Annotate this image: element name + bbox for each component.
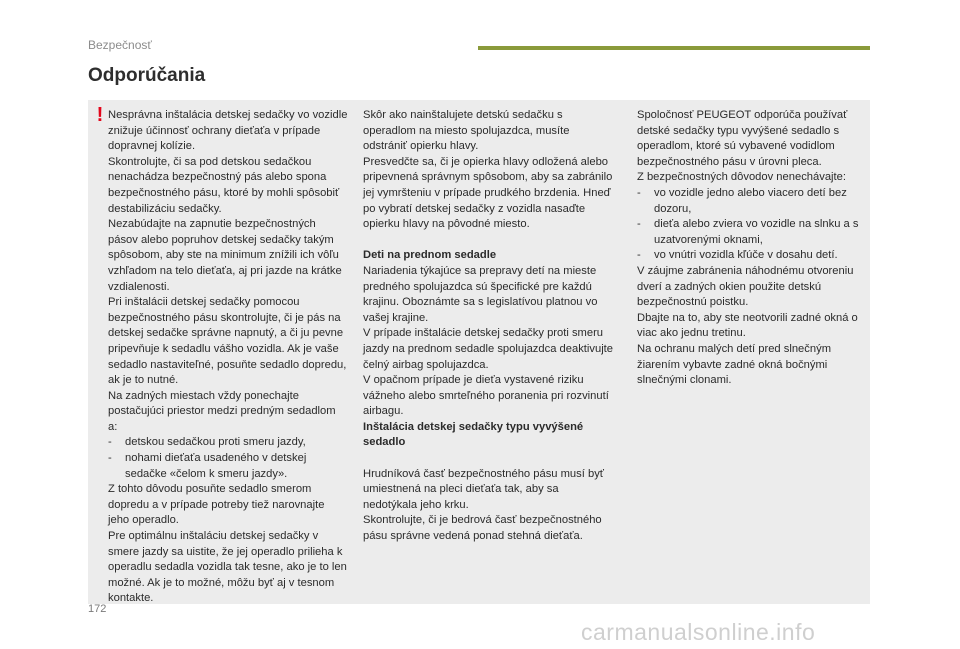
column-1 — [108, 108, 348, 607]
paragraph: Z tohto dôvodu posuňte sedadlo smerom dopredu a v prípade potreby tiež narovnajte jeho operadlo. — [108, 483, 325, 527]
paragraph: Spoločnosť PEUGEOT odporúča používať detské sedačky typu vyvýšené sedadlo s operadlom, ktoré sú vybavené vodidlom bezpečnostného pásu v úrovni pleca. — [637, 109, 848, 168]
paragraph: Skontrolujte, či sa pod detskou sedačkou nenachádza bezpečnostný pás alebo spona bezpečnostného pásu, ktoré by mohli spôsobiť destabilizáciu sedačky. — [108, 155, 340, 215]
subheading-front-seat: Deti na prednom sedadle — [363, 249, 497, 262]
bullet-list — [108, 435, 348, 482]
subheading-booster-seat: Inštalácia detskej sedačky typu vyvýšené sedadlo — [363, 420, 584, 449]
exclamation-icon: ! — [96, 104, 104, 126]
paragraph: Nesprávna inštalácia detskej sedačky vo vozidle znižuje účinnosť ochrany dieťaťa v prípade dopravnej kolízie. — [108, 109, 348, 153]
watermark: carmanualsonline.info — [581, 619, 816, 645]
paragraph: Nariadenia týkajúce sa prepravy detí na mieste predného spolujazdca sú špecifické pre každú krajinu. Oboznámte sa s legislatívou platnou vo vašej krajine. — [363, 264, 598, 324]
paragraph: Hrudníková časť bezpečnostného pásu musí byť umiestnená na pleci dieťaťa tak, aby sa nedotýkala jeho krku. — [363, 467, 604, 511]
list-item: - dieťa alebo zviera vo vozidle na slnku a s uzatvorenými oknami, — [637, 217, 877, 248]
paragraph: Z bezpečnostných dôvodov nenechávajte: — [637, 171, 846, 184]
paragraph: Skontrolujte, či je bedrová časť bezpečnostného pásu správne vedená ponad stehná dieťaťa. — [363, 514, 602, 543]
paragraph: V záujme zabránenia náhodnému otvoreniu dverí a zadných okien použite detskú bezpečnostnú poistku. — [637, 264, 854, 309]
paragraph: Na ochranu malých detí pred slnečným žiarením vybavte zadné okná bočnými slnečnými clonami. — [637, 342, 832, 387]
paragraph: V prípade inštalácie detskej sedačky proti smeru jazdy na prednom sedadle spolujazdca deaktivujte čelný airbag spolujazdca. — [363, 327, 614, 371]
list-item: - nohami dieťaťa usadeného v detskej sedačke «čelom k smeru jazdy». — [108, 451, 348, 482]
paragraph: Nezabúdajte na zapnutie bezpečnostných pásov alebo popruhov detskej sedačky takým spôsobom, aby ste na minimum znížili ich vôľu vzhľadom na telo dieťaťa, aj pri jazde na krátke vzdialenosti. — [108, 218, 342, 293]
list-item: - detskou sedačkou proti smeru jazdy, — [108, 435, 348, 451]
paragraph: Skôr ako nainštalujete detskú sedačku s operadlom na miesto spolujazdca, musíte odstrániť opierku hlavy. — [363, 109, 570, 153]
column-2 — [363, 108, 613, 545]
list-item: - vo vozidle jedno alebo viacero detí bez dozoru, — [637, 186, 877, 217]
list-item: - vo vnútri vozidla kľúče v dosahu detí. — [637, 248, 877, 264]
paragraph: Pri inštalácii detskej sedačky pomocou bezpečnostného pásu skontrolujte, či je pás na detskej sedačke správne napnutý, a či ju pevne pripevňuje k sedadlu vášho vozidla. Ak je vaše sedadlo nastaviteľné, posuňte sedadlo dopredu, ak je to nutné. — [108, 296, 347, 387]
paragraph: Na zadných miestach vždy ponechajte postačujúci priestor medzi predným sedadlom a: — [108, 389, 336, 433]
paragraph: Presvedčte sa, či je opierka hlavy odložená alebo pripevnená správnym spôsobom, aby sa zabránilo jej vymršteniu v prípade prudkého brzdenia. Hneď po vybratí detskej sedačky z vozidla nasaďte opierku hlavy na pôvodné miesto. — [363, 155, 613, 231]
section-title: Bezpečnosť — [88, 38, 152, 52]
page-number: 172 — [88, 603, 107, 615]
column-3 — [637, 108, 877, 389]
paragraph: V opačnom prípade je dieťa vystavené riziku vážneho alebo smrteľného poranenia pri rozvinutí airbagu. — [363, 374, 609, 418]
header-accent-bar — [478, 46, 870, 50]
page-title: Odporúčania — [88, 65, 206, 86]
bullet-list — [637, 186, 877, 264]
paragraph: Pre optimálnu inštaláciu detskej sedačky v smere jazdy sa uistite, že jej operadlo prilieha k operadlu sedadla vozidla tak tesne, ako je to len možné. Ak je to možné, môžu byť aj v tesnom kontakte. — [108, 530, 347, 605]
paragraph: Dbajte na to, aby ste neotvorili zadné okná o viac ako jednu tretinu. — [637, 311, 858, 340]
